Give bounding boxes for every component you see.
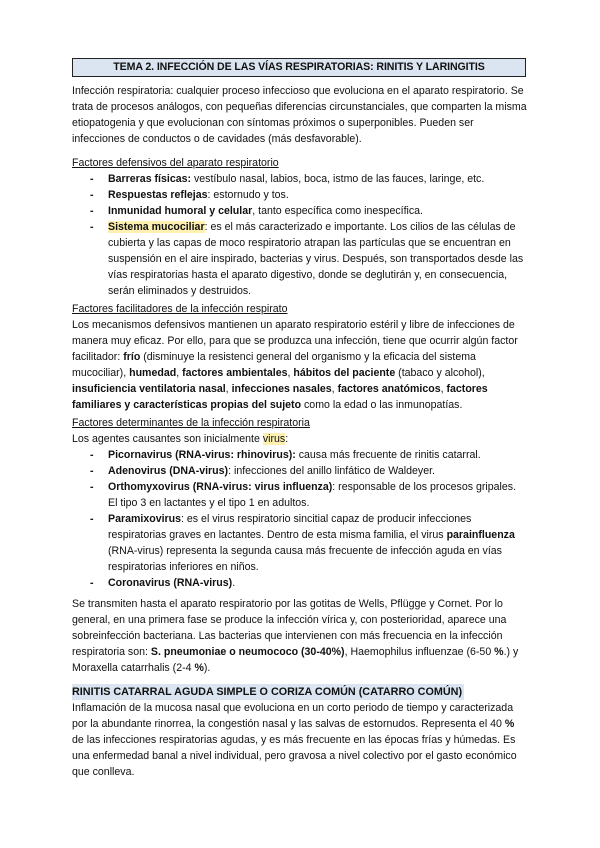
list-item [72,203,528,219]
item-text: : responsable de los procesos gripales. El tipo 3 en lactantes y el tipo 1 en adultos. [108,481,517,509]
bold-term: S. pneumoniae o neumococo (30-40%) [150,646,345,658]
item-term: Inmunidad humoral y celular [108,205,253,217]
determining-factors-intro [72,431,528,447]
intro-paragraph [72,83,528,147]
item-text: : estornudo y tos. [207,189,289,201]
item-text: : infecciones del anillo linfático de Waldeyer. [228,465,435,477]
item-term: Adenovirus (DNA-virus) [108,465,229,477]
intro-text: Infección respiratoria: cualquier proceso infeccioso que evoluciona en el aparato respiratorio. Se trata de procesos análogos, con pequeñas diferencias circunstanciales, que comparten la misma etiopatogenia y que evolucionan con síntomas próximos o superponibles. Pueden ser infecciones de conductos o de cavidades (más desfavorable). [72,85,527,145]
bold-term: hábitos del paciente [293,367,396,379]
defensive-factors-list [72,171,528,299]
bold-term: insuficiencia ventilatoria nasal [72,383,226,395]
text-run: Se transmiten hasta el aparato respiratorio por las gotitas de Wells, Pflügge y Cornet. Por lo general, en una primera fase se produce la infección vírica y, con posterioridad, aparece una sobreinfección bacteriana. Las bacterias que intervienen con más frecuencia en la infección respiratoria son: [72,598,507,658]
bold-term: % [194,662,204,674]
item-text: : es el virus respiratorio sincitial capaz de producir infecciones respiratorias graves en lactantes. Dentro de esta misma familia, el virus [108,513,472,541]
text-run: de las infecciones respiratorias agudas, y es más frecuente en las épocas frías y húmedas. Es una enfermedad banal a nivel individual, pero gravosa a nivel colectivo por el gasto económico que conlleva. [72,734,517,778]
item-text: . [232,577,236,589]
facilitating-factors-section [72,301,528,413]
text-run: , [440,383,447,395]
item-term: Coronavirus (RNA-virus) [108,577,233,589]
text-run: .) y Moraxella catarrhalis (2-4 [72,646,519,674]
text-run: (tabaco y alcohol), [395,367,485,379]
facilitating-factors-paragraph [72,317,528,413]
bold-term: factores familiares y características propias del sujeto [72,383,488,411]
text-run: Los agentes causantes son inicialmente [72,433,263,445]
item-term: Picornavirus (RNA-virus: rhinovirus): [108,449,296,461]
rinitis-text [72,700,528,780]
determining-factors-section [72,415,528,591]
bold-term: infecciones nasales [231,383,332,395]
item-term: Orthomyxovirus (RNA-virus: virus influenza) [108,481,333,493]
defensive-factors-section [72,155,528,299]
bold-term: factores ambientales [182,367,288,379]
item-text: causa más frecuente de rinitis catarral. [295,449,481,461]
list-item [72,479,528,511]
item-term-highlighted: Sistema mucociliar [108,221,205,233]
virus-highlight: virus [262,433,286,445]
text-run: (disminuye la resistenci general del organismo y la eficacia del sistema mucociliar), [72,351,476,379]
text-run: , [176,367,183,379]
facilitating-factors-heading: Factores facilitadores de la infección respirato [72,303,288,315]
bold-term: frío [123,351,141,363]
item-text: : es el más caracterizado e importante. Los cilios de las células de cubierta y las capas de moco respiratorio atrapan las partículas que se encuentran en suspensión en el aire inspirado, bacterias y virus. Después, son transportados desde las vías respiratorias hasta el aparato digestivo, donde se deglutirán y, en consecuencia, serán eliminados y destruidos. [108,221,524,297]
item-term: Paramixovirus [108,513,182,525]
rinitis-paragraph [72,700,528,780]
item-term: parainfluenza [446,529,515,541]
item-text: (RNA-virus) representa la segunda causa más frecuente de infección aguda en vías respiratorias inferiores en niños. [108,545,502,573]
virus-list [72,447,528,591]
text-run: Los mecanismos defensivos mantienen un aparato respiratorio estéril y libre de infecciones de manera muy eficaz. Por ello, para que se produzca una infección, tiene que ocurrir algún factor facilitador: [72,319,518,363]
text-run: , Haemophilus influenzae (6-50 [344,646,495,658]
bold-term: % [494,646,504,658]
list-item [72,447,528,463]
text-run: , [225,383,232,395]
determining-factors-heading: Factores determinantes de la infección respiratoria [72,417,310,429]
transmission-text [72,596,528,676]
transmission-paragraph [72,596,528,676]
list-item [72,511,528,575]
text-run: como la edad o las inmunopatías. [301,399,463,411]
bold-term: % [504,718,515,730]
item-text: , tanto específica como inespecífica. [252,205,424,217]
bold-term: factores anatómicos [337,383,441,395]
item-term: Respuestas reflejas [108,189,208,201]
item-term: Barreras físicas: [108,173,192,185]
list-item [72,187,528,203]
list-item [72,219,528,299]
text-run: Inflamación de la mucosa nasal que evoluciona en un corto periodo de tiempo y caracterizada por la abundante rinorrea, la congestión nasal y las salvas de estornudos. Representa el 40 [72,702,514,730]
text-run: ). [203,662,211,674]
text-run: : [285,433,289,445]
defensive-factors-heading: Factores defensivos del aparato respiratorio [72,157,279,169]
text-run: , [287,367,294,379]
list-item [72,463,528,479]
list-item [72,575,528,591]
page-title: TEMA 2. INFECCIÓN DE LAS VÍAS RESPIRATORIAS: RINITIS Y LARINGITIS [72,58,526,77]
text-run: , [331,383,338,395]
item-text: vestíbulo nasal, labios, boca, istmo de las fauces, laringe, etc. [191,173,485,185]
list-item [72,171,528,187]
rinitis-section-title: RINITIS CATARRAL AGUDA SIMPLE O CORIZA COMÚN (CATARRO COMÚN) [72,686,463,698]
bold-term: humedad [129,367,177,379]
